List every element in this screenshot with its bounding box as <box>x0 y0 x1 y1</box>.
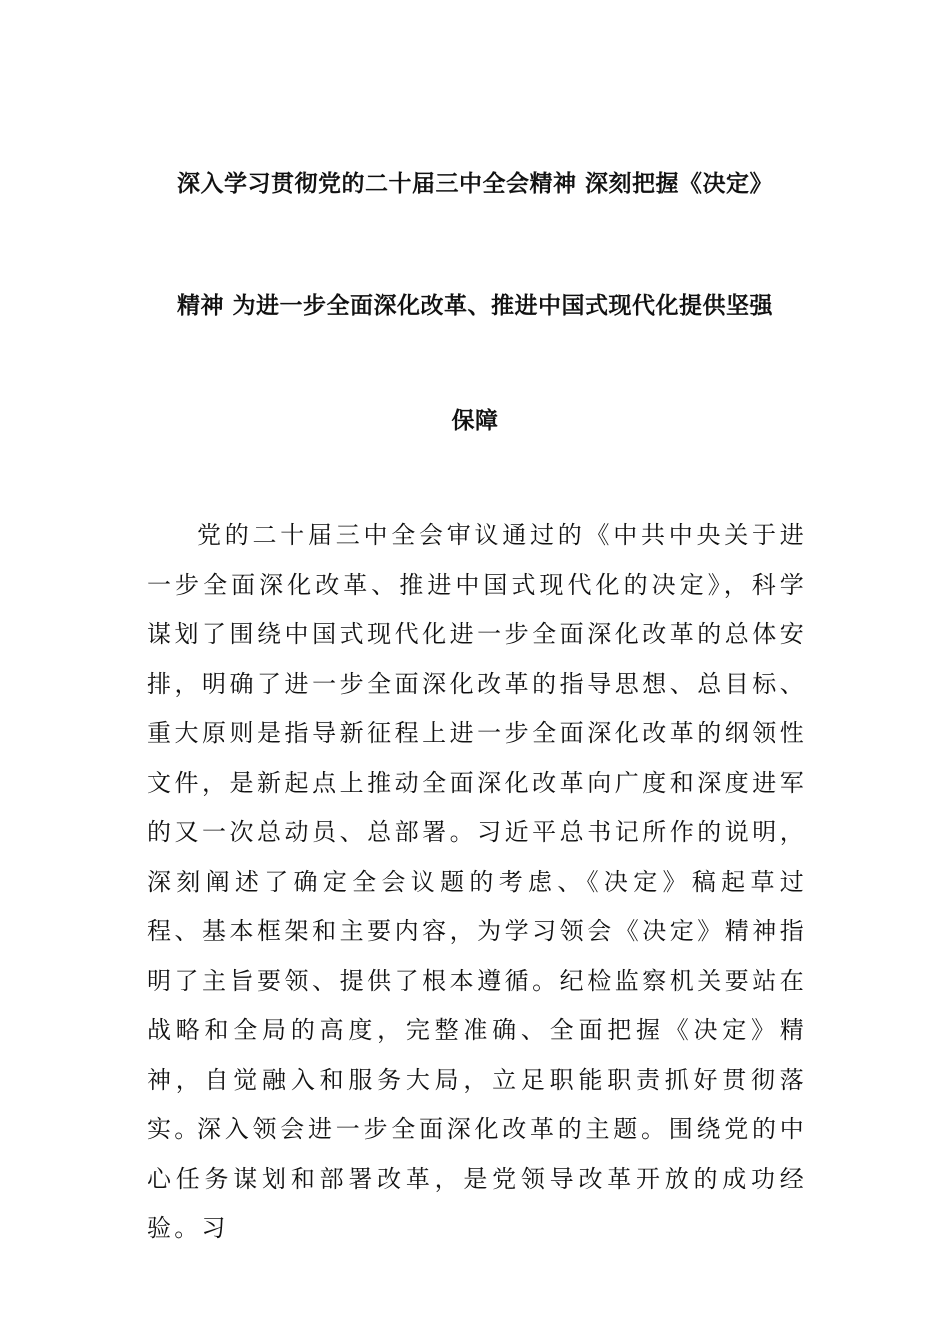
body-paragraph-1: 党的二十届三中全会审议通过的《中共中央关于进一步全面深化改革、推进中国式现代化的决定》，科学谋划了围绕中国式现代化进一步全面深化改革的总体安排，明确了进一步全面深化改革的指导思想、总目标、重大原则是指导新征程上进一步全面深化改革的纲领性文件，是新起点上推动全面深化改革向广度和深度进军的又一次总动员、总部署。习近平总书记所作的说明，深刻阐述了确定全会议题的考虑、《决定》稿起草过程、基本框架和主要内容，为学习领会《决定》精神指明了主旨要领、提供了根本遵循。纪检监察机关要站在战略和全局的高度，完整准确、全面把握《决定》精神，自觉融入和服务大局，立足职能职责抓好贯彻落实。 <box>147 521 807 1143</box>
document-title-line-3: 保障 <box>451 408 499 434</box>
document-title-line-2: 精神 为进一步全面深化改革、推进中国式现代化提供坚强 <box>176 293 773 319</box>
document-title-line-1: 深入学习贯彻党的二十届三中全会精神 深刻把握《决定》 <box>176 171 773 197</box>
body-paragraph-2: 深入领会进一步全面深化改革的主题。围绕党的中心任务谋划和部署改革，是党领导改革开放的成功经验。习 <box>147 1115 807 1242</box>
